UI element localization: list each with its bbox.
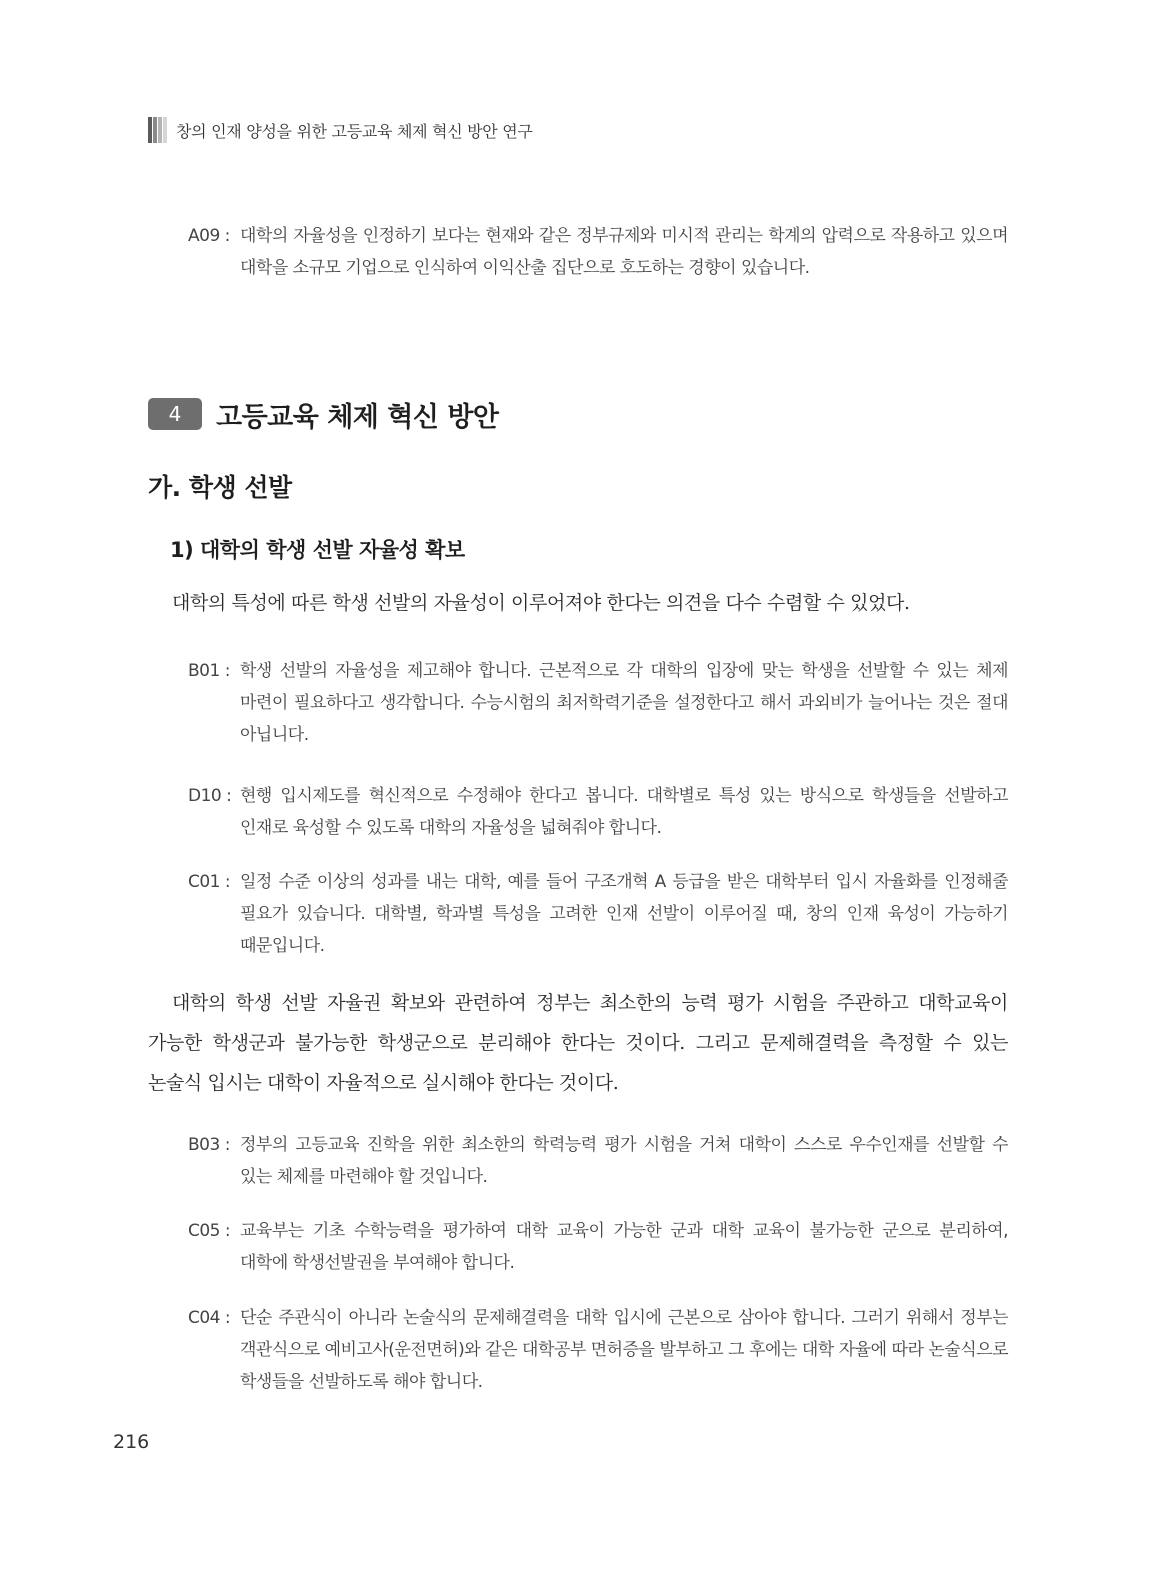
quote-respondent-id: C01 : xyxy=(188,872,231,892)
quote-respondent-id: A09 : xyxy=(188,226,230,246)
quote-respondent-id: C04 : xyxy=(188,1308,231,1328)
page-number: 216 xyxy=(113,1431,150,1453)
interview-quote-a09 xyxy=(188,220,1008,284)
interview-quote-d10 xyxy=(188,780,1008,844)
quote-text: 대학의 자율성을 인정하기 보다는 현재와 같은 정부규제와 미시적 관리는 학계의 압력으로 작용하고 있으며 대학을 소규모 기업으로 인식하여 이익산출 집단으로 호도하는 경향이 있습니다. xyxy=(240,226,1008,278)
interview-quote-c04 xyxy=(188,1302,1008,1398)
quote-text: 단순 주관식이 아니라 논술식의 문제해결력을 대학 입시에 근본으로 삼아야 합니다. 그러기 위해서 정부는 객관식으로 예비고사(운전면허)와 같은 대학공부 면허증을 발부하고 그 후에는 대학 자율에 따라 논술식으로 학생들을 선발하도록 해야 합니다. xyxy=(240,1308,1008,1392)
interview-quote-b03 xyxy=(188,1129,1008,1193)
interview-quote-c05 xyxy=(188,1215,1008,1279)
quote-text: 학생 선발의 자율성을 제고해야 합니다. 근본적으로 각 대학의 입장에 맞는 학생을 선발할 수 있는 체제 마련이 필요하다고 생각합니다. 수능시험의 최저학력기준을 설정한다고 해서 과외비가 늘어나는 것은 절대 아닙니다. xyxy=(240,661,1008,745)
interview-quote-c01 xyxy=(188,866,1008,962)
interview-quote-b01 xyxy=(188,655,1008,751)
quote-respondent-id: C05 : xyxy=(188,1221,231,1241)
subsubsection-heading: 1) 대학의 학생 선발 자율성 확보 xyxy=(170,538,465,562)
section-number-badge: 4 xyxy=(148,398,202,430)
quote-text: 교육부는 기초 수학능력을 평가하여 대학 교육이 가능한 군과 대학 교육이 불가능한 군으로 분리하여, 대학에 학생선발권을 부여해야 합니다. xyxy=(240,1221,1008,1273)
quote-respondent-id: D10 : xyxy=(188,786,232,806)
section-heading xyxy=(148,397,499,431)
quote-text: 현행 입시제도를 혁신적으로 수정해야 한다고 봅니다. 대학별로 특성 있는 방식으로 학생들을 선발하고 인재로 육성할 수 있도록 대학의 자율성을 넓혀줘야 합니다. xyxy=(240,786,1008,838)
quote-respondent-id: B01 : xyxy=(188,661,230,681)
quote-text: 정부의 고등교육 진학을 위한 최소한의 학력능력 평가 시험을 거쳐 대학이 스스로 우수인재를 선발할 수 있는 체제를 마련해야 할 것입니다. xyxy=(240,1135,1008,1187)
body-paragraph: 대학의 학생 선발 자율권 확보와 관련하여 정부는 최소한의 능력 평가 시험을 주관하고 대학교육이 가능한 학생군과 불가능한 학생군으로 분리해야 한다는 것이다. 그리고 문제해결력을 측정할 수 있는 논술식 입시는 대학이 자율적으로 실시해야 한다는 것이다. xyxy=(148,992,1008,1094)
quote-text: 일정 수준 이상의 성과를 내는 대학, 예를 들어 구조개혁 A 등급을 받은 대학부터 입시 자율화를 인정해줄 필요가 있습니다. 대학별, 학과별 특성을 고려한 인재 선발이 이루어질 때, 창의 인재 육성이 가능하기 때문입니다. xyxy=(240,872,1008,956)
running-header-title: 창의 인재 양성을 위한 고등교육 체제 혁신 방안 연구 xyxy=(176,121,533,141)
subsection-heading: 가. 학생 선발 xyxy=(148,473,292,502)
header-bar xyxy=(158,117,162,143)
header-bars-decoration xyxy=(148,117,168,143)
header-bar xyxy=(148,117,152,143)
header-bar xyxy=(163,117,167,143)
body-paragraph: 대학의 특성에 따른 학생 선발의 자율성이 이루어져야 한다는 의견을 다수 수렴할 수 있었다. xyxy=(172,592,910,614)
running-header xyxy=(148,117,533,143)
header-bar xyxy=(153,117,157,143)
quote-respondent-id: B03 : xyxy=(188,1135,230,1155)
section-title: 고등교육 체제 혁신 방안 xyxy=(216,401,499,433)
